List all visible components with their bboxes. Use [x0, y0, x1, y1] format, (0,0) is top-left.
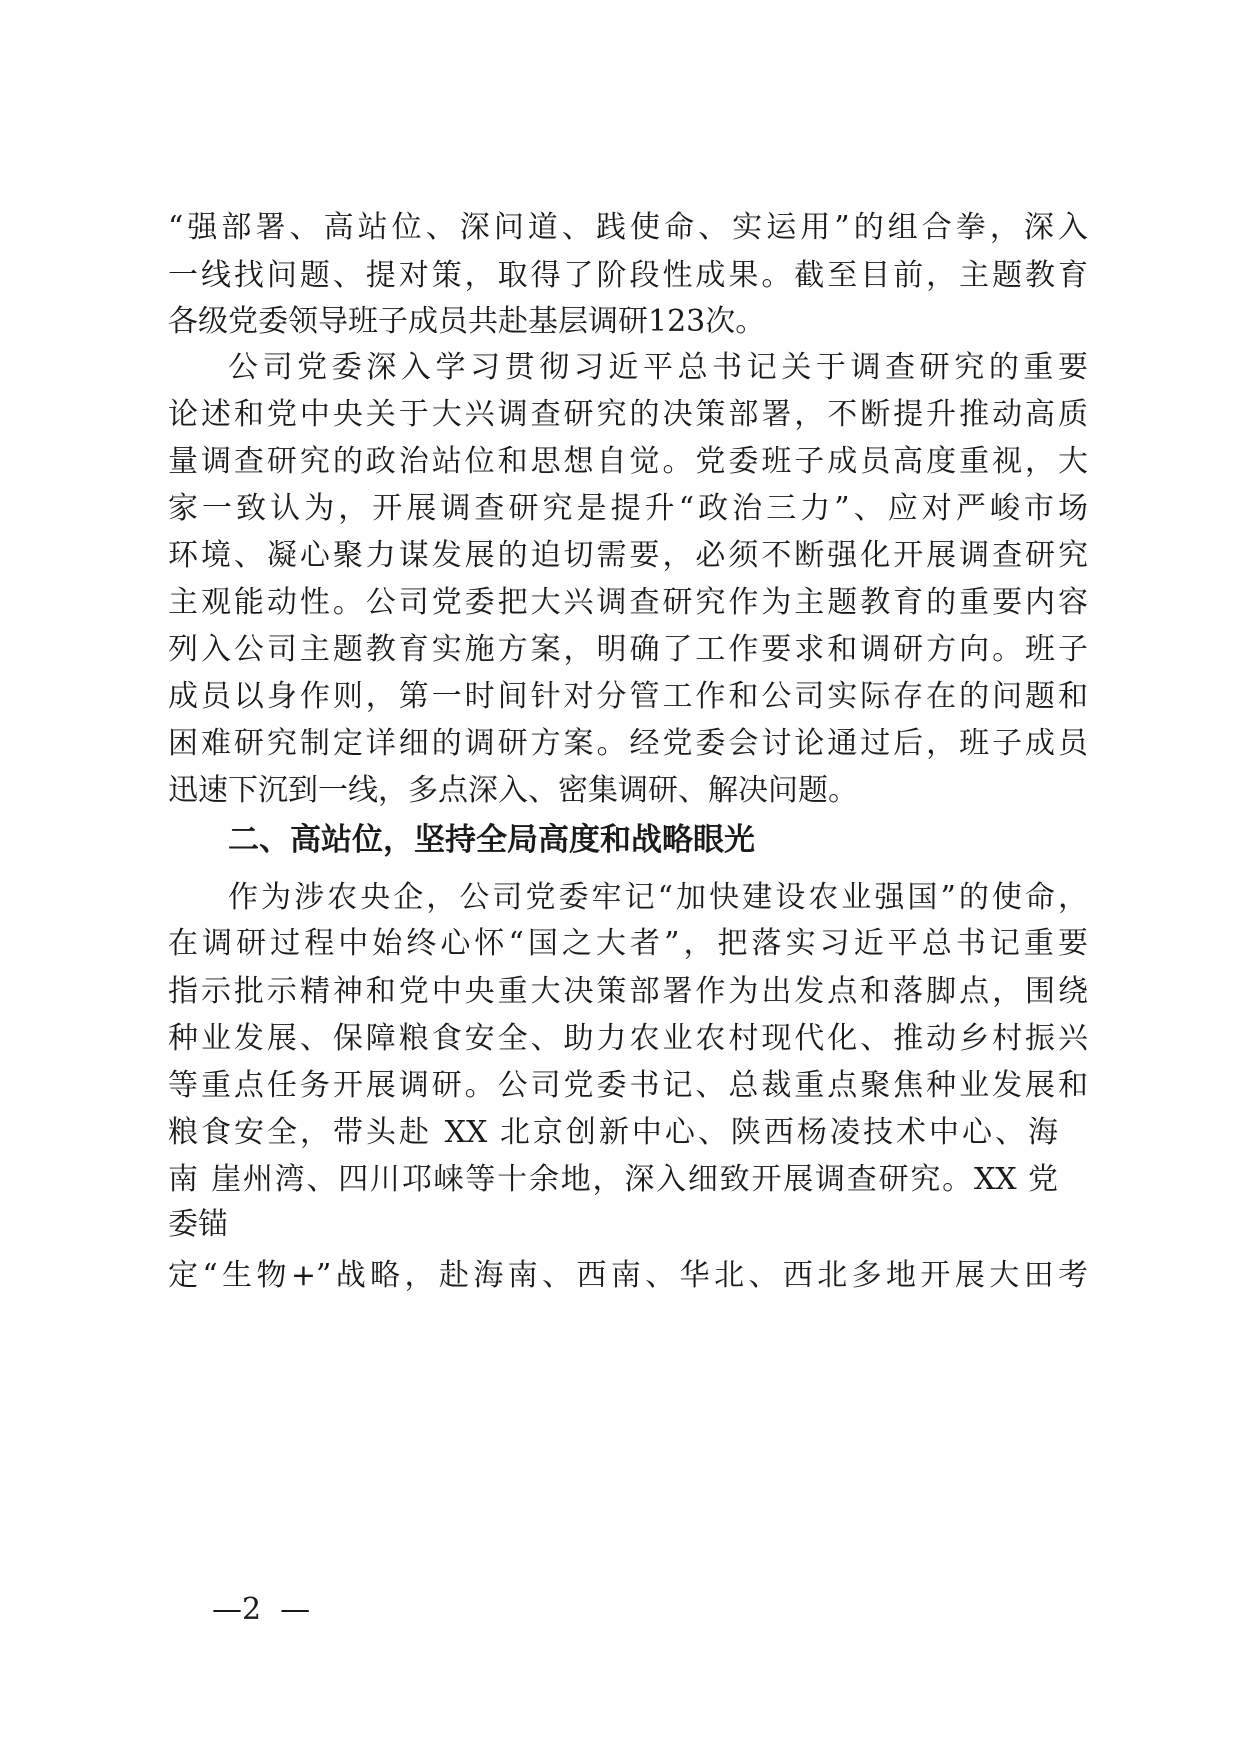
paragraph-line: 南 崖州湾、四川邛崃等十余地，深入细致开展调查研究。XX 党	[168, 1162, 1058, 1197]
paragraph-line: 列入公司主题教育实施方案，明确了工作要求和调研方向。班子	[168, 632, 1088, 667]
paragraph-line: 成员以身作则，第一时间针对分管工作和公司实际存在的问题和	[168, 679, 1088, 714]
paragraph-line: 作为涉农央企，公司党委牢记“加快建设农业强国”的使命，	[228, 880, 1088, 915]
paragraph-line: 定“生物+”战略，赴海南、西南、华北、西北多地开展大田考	[168, 1258, 1088, 1293]
section-heading: 二、高站位，坚持全局高度和战略眼光	[228, 822, 755, 858]
paragraph-line: 委锚	[168, 1207, 228, 1242]
page-number: —2 —	[212, 1592, 311, 1627]
paragraph-line: 环境、凝心聚力谋发展的迫切需要，必须不断强化开展调查研究	[168, 538, 1088, 573]
paragraph-line: 公司党委深入学习贯彻习近平总书记关于调查研究的重要	[228, 350, 1088, 385]
paragraph-line: “强部署、高站位、深问道、践使命、实运用”的组合拳，深入	[168, 210, 1088, 245]
paragraph-line: 粮食安全，带头赴 XX 北京创新中心、陕西杨凌技术中心、海	[168, 1115, 1058, 1150]
paragraph-line: 家一致认为，开展调查研究是提升“政治三力”、应对严峻市场	[168, 491, 1088, 526]
paragraph-line: 等重点任务开展调研。公司党委书记、总裁重点聚焦种业发展和	[168, 1068, 1088, 1103]
paragraph-line: 一线找问题、提对策，取得了阶段性成果。截至目前，主题教育	[168, 258, 1088, 293]
paragraph-line: 各级党委领导班子成员共赴基层调研123次。	[168, 304, 766, 339]
paragraph-line: 主观能动性。公司党委把大兴调查研究作为主题教育的重要内容	[168, 585, 1088, 620]
paragraph-line: 困难研究制定详细的调研方案。经党委会讨论通过后，班子成员	[168, 726, 1088, 761]
paragraph-line: 论述和党中央关于大兴调查研究的决策部署，不断提升推动高质	[168, 397, 1088, 432]
paragraph-line: 种业发展、保障粮食安全、助力农业农村现代化、推动乡村振兴	[168, 1021, 1088, 1056]
paragraph-line: 在调研过程中始终心怀“国之大者”，把落实习近平总书记重要	[168, 926, 1088, 961]
paragraph-line: 迅速下沉到一线，多点深入、密集调研、解决问题。	[168, 773, 858, 808]
paragraph-line: 量调查研究的政治站位和思想自觉。党委班子成员高度重视，大	[168, 444, 1088, 479]
paragraph-line: 指示批示精神和党中央重大决策部署作为出发点和落脚点，围绕	[168, 974, 1088, 1009]
